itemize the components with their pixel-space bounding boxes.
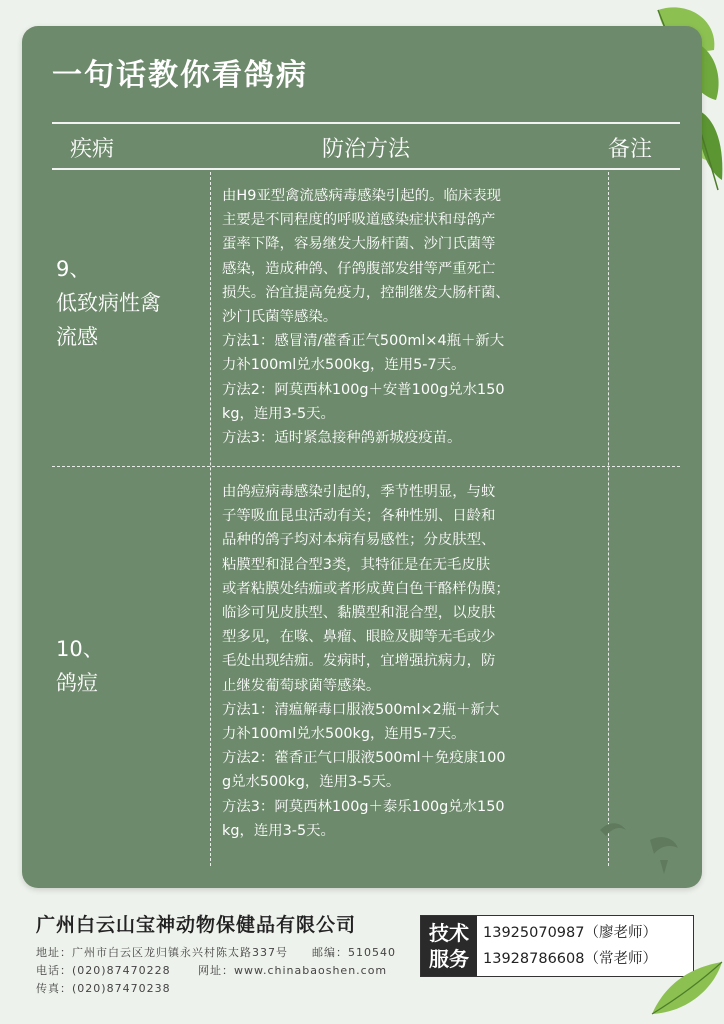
leaf-decoration-bottom — [648, 958, 724, 1022]
service-contact-1: 13925070987（廖老师） — [483, 925, 657, 941]
column-header-method: 防治方法 — [322, 137, 411, 162]
prevention-method-row-2: 由鸽痘病毒感染引起的，季节性明显，与蚊 子等吸血昆虫活动有关；各种性别、日龄和 品种的鸽子均对本病有易感性；分皮肤型、 粘膜型和混合型3类，其特征是在无毛皮肤 或者粘膜处结痂或者形成黄白色干酪样伪膜； 临诊可见皮肤型、黏膜型和混合型，以皮肤 型多见，在喙、鼻瘤、眼睑及脚等无毛或少 毛处出现结痂。发病时，宜增强抗病力，防 止继发葡萄球菌等感染。 方法1：清瘟解毒口服液500ml×2瓶＋新大 力补100ml兑水500kg，连用5-7天。 方法2：藿香正气口服液500ml＋免疫康100 g兑水500kg，连用3-5天。 方法3：阿莫西林100g＋泰乐100g兑水150 kg，连用3-5天。 — [222, 484, 510, 839]
prevention-method-row-1: 由H9亚型禽流感病毒感染引起的。临床表现 主要是不同程度的呼吸道感染症状和母鸽产 蛋率下降，容易继发大肠杆菌、沙门氏菌等 感染，造成种鸽、仔鸽腹部发绀等严重死亡 损失。治宜提高免疫力，控制继发大肠杆菌、 沙门氏菌等感染。 方法1：感冒清/藿香正气500ml×4瓶＋新大 力补100ml兑水500kg，连用5-7天。 方法2：阿莫西林100g＋安普100g兑水150 kg，连用3-5天。 方法3：适时紧急接种鸽新城疫疫苗。 — [222, 188, 510, 447]
page-title: 一句话教你看鸽病 — [52, 58, 308, 93]
company-name: 广州白云山宝神动物保健品有限公司 — [36, 914, 357, 936]
company-address: 地址：广州市白云区龙归镇永兴村陈太路337号 — [36, 946, 288, 959]
column-divider-right — [608, 172, 610, 866]
column-divider-left — [210, 172, 212, 866]
service-contact-2: 13928786608（常老师） — [483, 951, 657, 967]
column-header-note: 备注 — [608, 137, 653, 162]
row-divider — [52, 466, 680, 467]
company-phone: 电话：(020)87470228 — [36, 964, 171, 977]
company-website: 网址：www.chinabaoshen.com — [198, 964, 388, 977]
disease-name-row-2: 10、 鸽痘 — [56, 637, 104, 695]
company-fax: 传真：(020)87470238 — [36, 982, 171, 995]
tech-service-label: 技术 服务 — [421, 916, 477, 976]
company-postcode: 邮编：510540 — [312, 946, 396, 959]
disease-name-row-1: 9、 低致病性禽 流感 — [56, 257, 161, 349]
header-bottom-rule — [52, 168, 680, 170]
column-header-disease: 疾病 — [70, 137, 115, 162]
bird-silhouette-decoration — [590, 800, 700, 880]
header-top-rule — [52, 122, 680, 124]
